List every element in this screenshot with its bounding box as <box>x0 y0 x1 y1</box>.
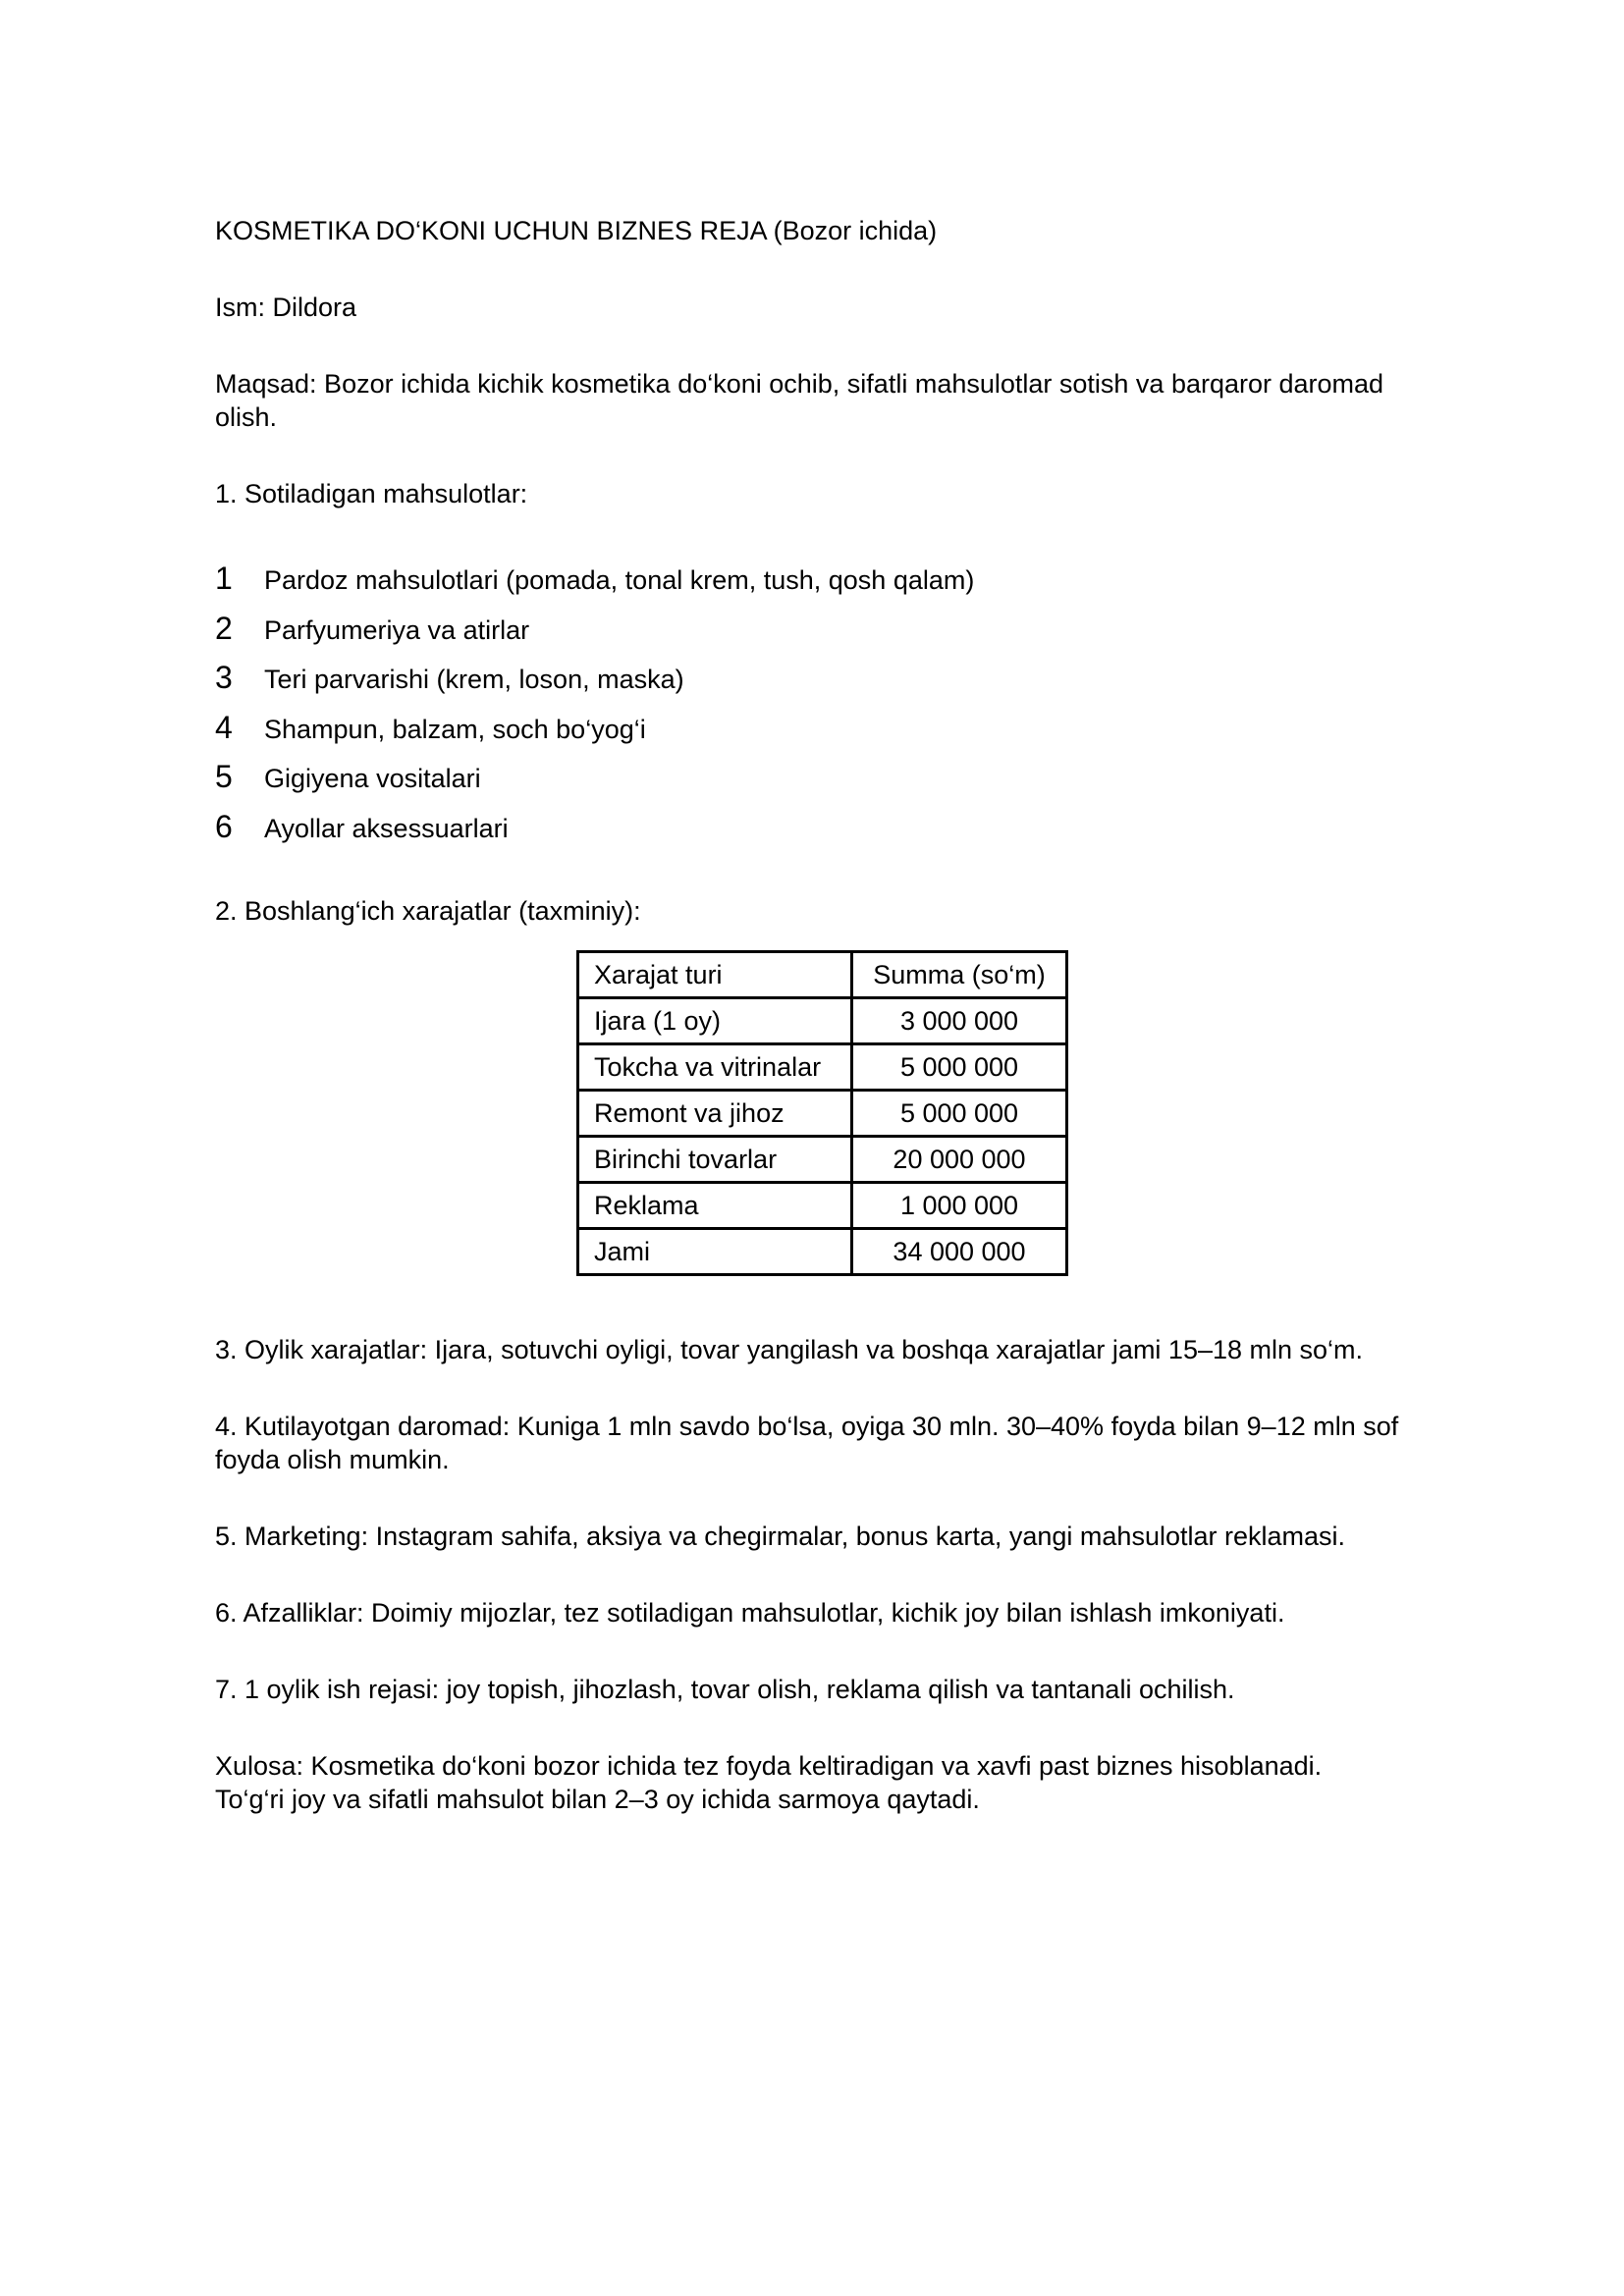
conclusion-line: Xulosa: Kosmetika do‘koni bozor ichida tez foyda keltiradigan va xavfi past biznes hisoblanadi. <box>215 1751 1323 1781</box>
table-cell: Tokcha va vitrinalar <box>578 1044 852 1091</box>
table-row <box>578 1183 1067 1229</box>
document-title: KOSMETIKA DO‘KONI UCHUN BIZNES REJA (Bozor ichida) <box>215 216 938 245</box>
table-cell: 5 000 000 <box>852 1091 1067 1137</box>
list-item-text: Teri parvarishi (krem, loson, maska) <box>264 665 684 694</box>
list-item-number: 4 <box>215 709 233 745</box>
document-page <box>215 214 1442 1816</box>
list-item-text: Ayollar aksessuarlari <box>264 813 509 843</box>
list-item-number: 3 <box>215 660 233 695</box>
products-heading: 1. Sotiladigan mahsulotlar: <box>215 479 528 508</box>
list-item-number: 6 <box>215 808 233 844</box>
list-item <box>215 703 1442 753</box>
list-item <box>215 802 1442 852</box>
table-cell: 1 000 000 <box>852 1183 1067 1229</box>
table-cell: 34 000 000 <box>852 1229 1067 1275</box>
monthly-costs-paragraph: 3. Oylik xarajatlar: Ijara, sotuvchi oyligi, tovar yangilash va boshqa xarajatlar jami 15–18 mln so‘m. <box>215 1335 1364 1364</box>
expected-income-paragraph: 4. Kutilayotgan daromad: Kuniga 1 mln savdo bo‘lsa, oyiga 30 mln. 30–40% foyda bilan 9–12 mln sof foyda olish mumkin. <box>215 1412 1399 1474</box>
table-cell: 20 000 000 <box>852 1137 1067 1183</box>
plan-paragraph: 7. 1 oylik ish rejasi: joy topish, jihozlash, tovar olish, reklama qilish va tantanali ochilish. <box>215 1675 1235 1704</box>
table-cell: Birinchi tovarlar <box>578 1137 852 1183</box>
costs-table <box>576 950 1068 1276</box>
list-item-number: 1 <box>215 561 233 596</box>
author-name: Ism: Dildora <box>215 293 357 322</box>
list-item <box>215 604 1442 654</box>
costs-heading: 2. Boshlang‘ich xarajatlar (taxminiy): <box>215 896 641 926</box>
table-header-cell: Summa (so‘m) <box>852 952 1067 998</box>
products-list <box>215 554 1442 851</box>
list-item-text: Pardoz mahsulotlari (pomada, tonal krem, tush, qosh qalam) <box>264 565 975 595</box>
list-item-number: 2 <box>215 610 233 646</box>
list-item-text: Parfyumeriya va atirlar <box>264 614 530 645</box>
table-cell: 3 000 000 <box>852 998 1067 1044</box>
list-item <box>215 554 1442 604</box>
table-header-row <box>578 952 1067 998</box>
table-cell: Jami <box>578 1229 852 1275</box>
list-item-text: Gigiyena vositalari <box>264 764 481 793</box>
list-item-text: Shampun, balzam, soch bo‘yog‘i <box>264 714 646 744</box>
table-cell: Remont va jihoz <box>578 1091 852 1137</box>
table-header-cell: Xarajat turi <box>578 952 852 998</box>
table-row <box>578 1091 1067 1137</box>
conclusion-line: To‘g‘ri joy va sifatli mahsulot bilan 2–3 oy ichida sarmoya qaytadi. <box>215 1785 980 1814</box>
table-row <box>578 998 1067 1044</box>
costs-table-wrapper <box>576 950 1442 1276</box>
table-cell: 5 000 000 <box>852 1044 1067 1091</box>
table-cell: Ijara (1 oy) <box>578 998 852 1044</box>
list-item <box>215 752 1442 802</box>
table-cell: Reklama <box>578 1183 852 1229</box>
goal-paragraph: Maqsad: Bozor ichida kichik kosmetika do‘koni ochib, sifatli mahsulotlar sotish va barqaror daromad olish. <box>215 369 1384 432</box>
table-row <box>578 1044 1067 1091</box>
marketing-paragraph: 5. Marketing: Instagram sahifa, aksiya va chegirmalar, bonus karta, yangi mahsulotlar reklamasi. <box>215 1522 1346 1551</box>
list-item <box>215 653 1442 703</box>
table-row <box>578 1137 1067 1183</box>
conclusion-paragraph <box>215 1749 1442 1816</box>
table-total-row <box>578 1229 1067 1275</box>
advantages-paragraph: 6. Afzalliklar: Doimiy mijozlar, tez sotiladigan mahsulotlar, kichik joy bilan ishlash imkoniyati. <box>215 1598 1285 1628</box>
list-item-number: 5 <box>215 759 233 794</box>
